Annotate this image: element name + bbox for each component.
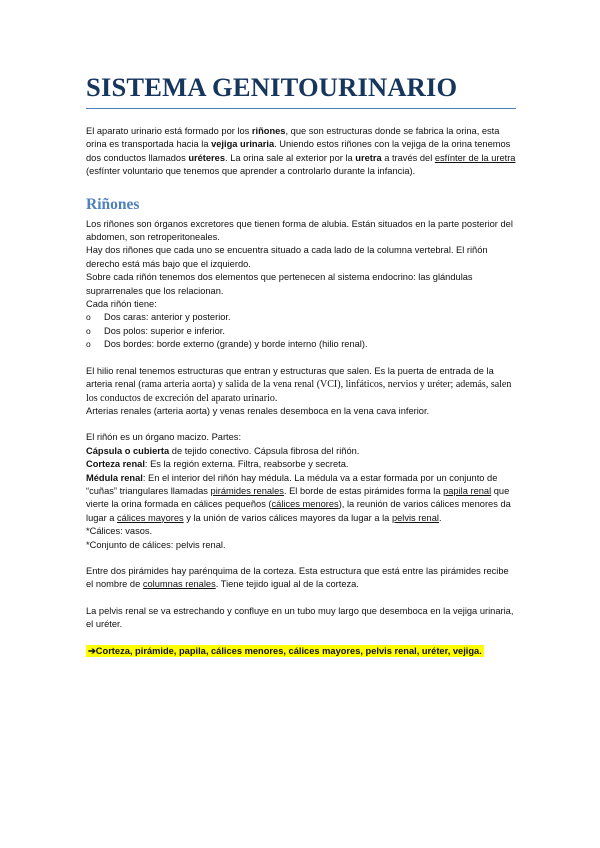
paragraph-forma: Los riñones son órganos excretores que tienen forma de alubia. Están situados en la parte posterior del abdomen, son retroperitoneales. (86, 218, 513, 243)
list-item: o Dos caras: anterior y posterior. (86, 311, 516, 324)
summary-line (86, 645, 516, 658)
underline-columnas-renales: columnas renales (142, 579, 216, 590)
underline-papila: papila renal (443, 485, 492, 496)
paragraph-partes-intro: El riñón es un órgano macizo. Partes: (86, 432, 242, 443)
underline-calices-mayores: cálices mayores (117, 512, 184, 523)
summary-text: Corteza, pirámide, papila, cálices menores, cálices mayores, pelvis renal, uréter, vejiga. (95, 645, 482, 656)
summary-highlight (86, 645, 484, 657)
paragraph-suprarrenales: Sobre cada riñón tenemos dos elementos que pertenecen al sistema endocrino: las glándulas suprarrenales que los relacionan. (86, 272, 473, 296)
spacer (86, 352, 516, 365)
intro-text: a través del (381, 152, 435, 163)
paragraph-cada-rinon: Cada riñón tiene: (86, 299, 157, 310)
underline-pelvis-renal: pelvis renal (391, 512, 439, 523)
paragraph-capsula (86, 445, 516, 458)
paragraph-hilio (86, 365, 516, 405)
bullet-list (86, 311, 516, 351)
paragraph-arterias: Arterias renales (arteria aorta) y venas renales desemboca en la vena cava inferior. (86, 405, 430, 416)
note-conjunto-calices: *Conjunto de cálices: pelvis renal. (86, 539, 226, 550)
capsula-label: Cápsula o cubierta (86, 445, 170, 456)
paragraph-corteza (86, 458, 516, 471)
document-content (86, 70, 516, 658)
underline-calices-menores: cálices menores (271, 499, 339, 510)
intro-paragraph (86, 125, 516, 179)
spacer (86, 552, 516, 565)
medula-text: que vierte la orina formada en cálices pequeños ( (86, 485, 510, 510)
intro-text: . Uniendo estos riñones con la vejiga de la orina tenemos dos conductos llamados (86, 139, 511, 163)
intro-bold-vejiga: vejiga urinaria (211, 139, 275, 150)
hilio-text: El hilio renal tenemos estructuras que entran y estructuras que salen. Es la puerta de entrada de la arteria renal (86, 365, 494, 390)
columnas-text: . Tiene tejido igual al de la corteza. (215, 579, 359, 590)
paragraph-pelvis: La pelvis renal se va estrechando y confluye en un tubo muy largo que desemboca en la vejiga urinaria, el uréter. (86, 605, 514, 630)
list-item: o Dos polos: superior e inferior. (86, 325, 516, 338)
intro-bold-rinones: riñones (251, 126, 286, 136)
paragraph-medula (86, 472, 516, 526)
corteza-text: : Es la región externa. Filtra, reabsorbe y secreta. (144, 459, 349, 470)
corteza-label: Corteza renal (86, 459, 145, 470)
capsula-text: de tejido conectivo. Cápsula fibrosa del riñón. (169, 445, 360, 456)
spacer (86, 592, 516, 605)
medula-text: y la unión de varios cálices mayores da lugar a la (183, 512, 392, 523)
intro-text: , que son estructuras donde se fabrica la orina, esta orina es transportada hacia la (86, 126, 500, 150)
intro-bold-ureteres: uréteres (188, 152, 226, 163)
spacer (86, 632, 516, 645)
medula-text: : En el interior del riñón hay médula. La médula va a estar formada por un conjunto de “cuñas” triangulares llamadas (86, 472, 498, 496)
medula-text: ), la reunión de varios cálices menores da lugar a (86, 499, 511, 523)
underline-piramides: pirámides renales (210, 485, 284, 496)
intro-underline-esfinter: esfínter de la uretra (434, 152, 516, 163)
arrow-icon: ➔ (88, 645, 96, 656)
title-underline (86, 108, 516, 109)
medula-label: Médula renal (86, 472, 143, 483)
note-calices: *Cálices: vasos. (86, 526, 153, 537)
medula-text: . El borde de estas pirámides forma la (283, 485, 444, 496)
intro-bold-uretra: uretra (355, 152, 382, 163)
hilio-serif-text: (rama arteria aorta) y salida de la vena renal (VCI), linfáticos, nervios y uréter; además, salen los conductos de excreción del aparato urinario. (86, 379, 512, 404)
spacer (86, 418, 516, 431)
section-heading-rinones: Riñones (86, 195, 140, 213)
medula-text: . (438, 512, 442, 523)
intro-text: (esfínter voluntario que tenemos que aprender a controlarlo durante la infancia). (86, 166, 416, 177)
page-title: SISTEMA GENITOURINARIO (86, 72, 458, 102)
list-item: o Dos bordes: borde externo (grande) y borde interno (hilio renal). (86, 338, 516, 351)
columnas-text: Entre dos pirámides hay parénquima de la corteza. Esta estructura que está entre las pirámides recibe el nombre de (86, 565, 509, 590)
intro-text: . La orina sale al exterior por la (225, 152, 356, 163)
paragraph-columnas (86, 565, 516, 592)
intro-text: El aparato urinario está formado por los (86, 126, 252, 136)
paragraph-posicion: Hay dos riñones que cada uno se encuentra situado a cada lado de la columna vertebral. El riñón derecho está más bajo que el izquierdo. (86, 245, 488, 269)
